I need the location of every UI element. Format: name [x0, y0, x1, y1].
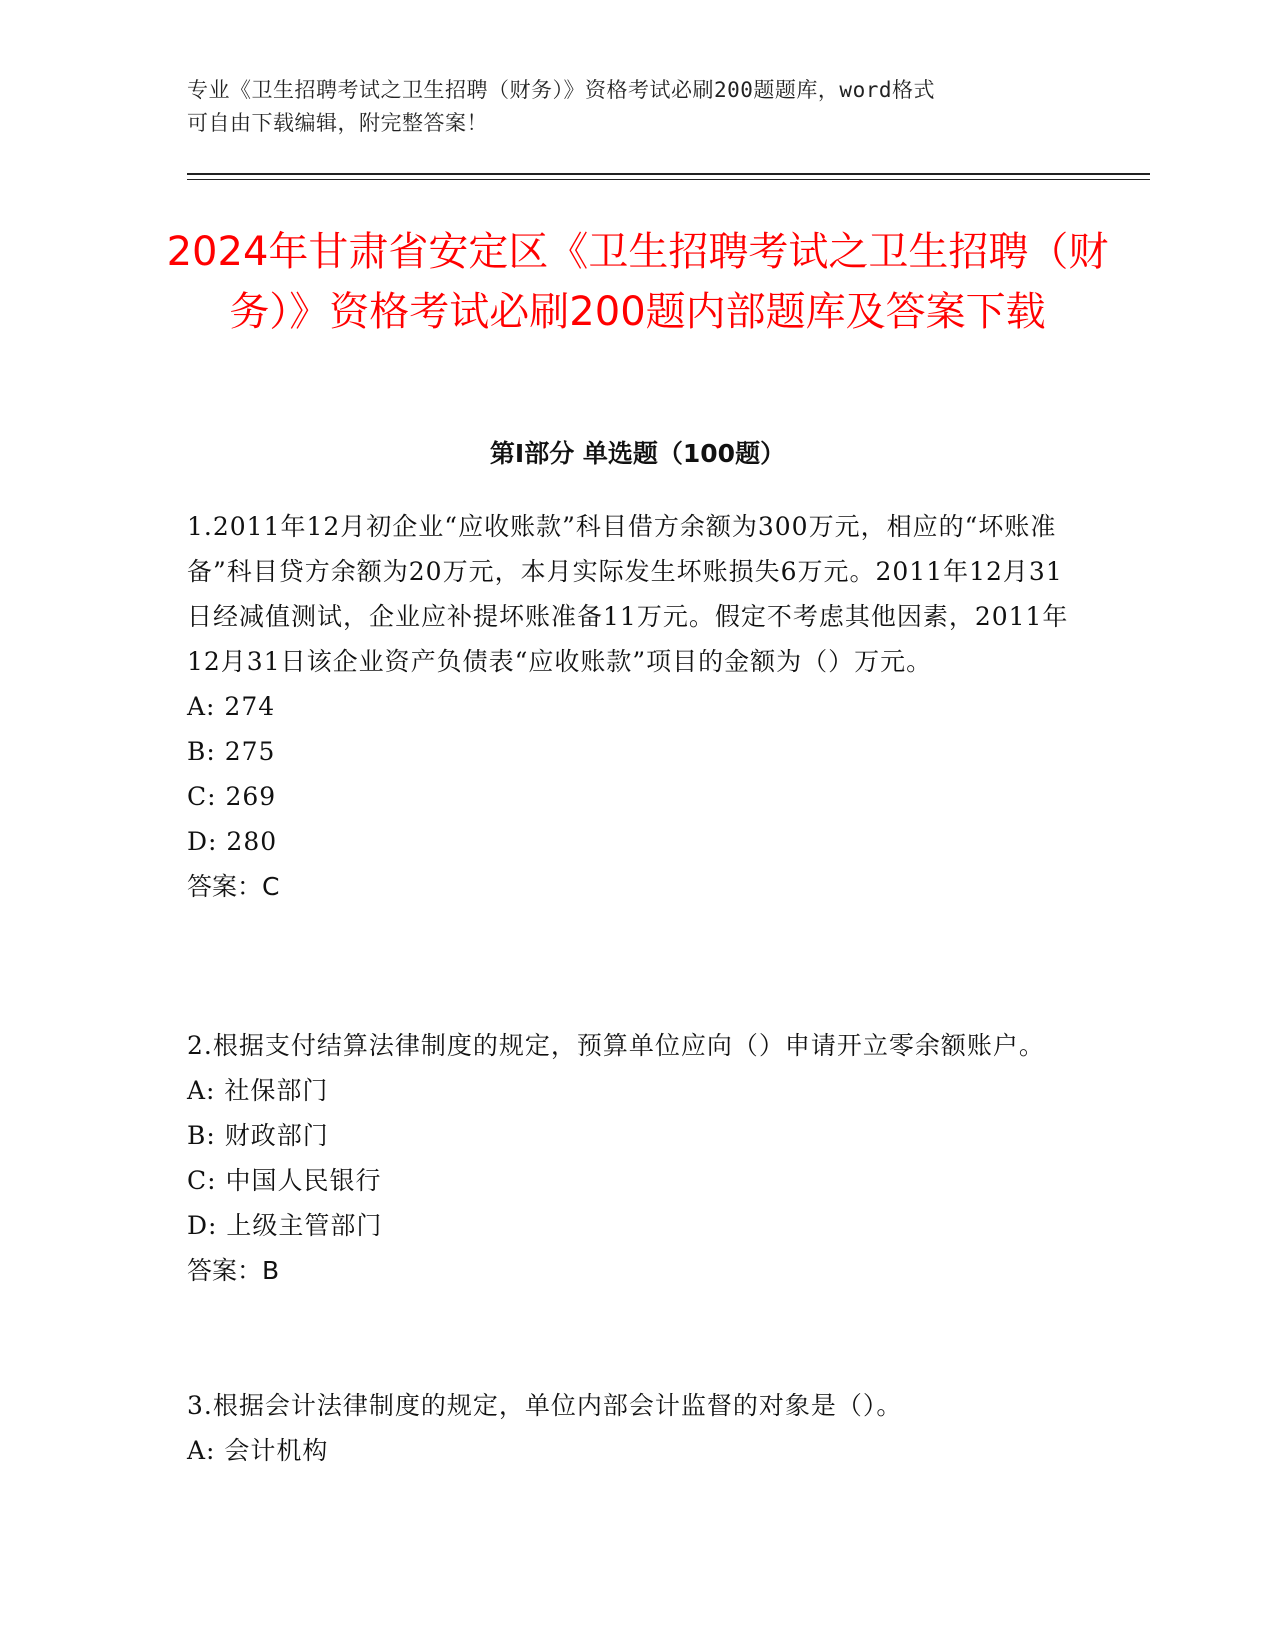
document-title: 2024年甘肃省安定区《卫生招聘考试之卫生招聘（财务）》资格考试必刷200题内部题库及答案下载 — [166, 229, 1109, 335]
header-divider-thin — [187, 179, 1150, 180]
header-divider-thick — [187, 173, 1150, 175]
option-b: B: 275 — [187, 737, 276, 766]
header-note — [187, 74, 1067, 140]
question-stem: 3.根据会计法律制度的规定，单位内部会计监督的对象是（）。 — [187, 1391, 903, 1420]
option-c: C: 269 — [187, 782, 277, 811]
section-title: 第Ⅰ部分 单选题（100题） — [489, 439, 786, 468]
option-b: B: 财政部门 — [187, 1121, 329, 1150]
question-stem: 1.2011年12月初企业“应收账款”科目借方余额为300万元，相应的“坏账准备”科目贷方余额为20万元，本月实际发生坏账损失6万元。2011年12月31日经减值测试，企业应补提坏账准备11万元。假定不考虑其他因素，2011年12月31日该企业资产负债表“应收账款”项目的金额为（）万元。 — [187, 512, 1069, 676]
option-a: A: 会计机构 — [187, 1436, 329, 1465]
question-3 — [187, 1383, 1087, 1473]
option-c: C: 中国人民银行 — [187, 1166, 382, 1195]
header-note-line-2: 可自由下载编辑，附完整答案！ — [187, 111, 488, 135]
option-d: D: 280 — [187, 827, 278, 856]
option-a: A: 社保部门 — [187, 1076, 329, 1105]
answer: 答案：C — [187, 872, 280, 901]
option-d: D: 上级主管部门 — [187, 1211, 383, 1240]
option-a: A: 274 — [187, 692, 276, 721]
answer: 答案：B — [187, 1256, 280, 1285]
header-note-line-1: 专业《卫生招聘考试之卫生招聘（财务）》资格考试必刷200题题库，word格式 — [187, 78, 935, 102]
question-stem: 2.根据支付结算法律制度的规定，预算单位应向（）申请开立零余额账户。 — [187, 1031, 1045, 1060]
question-1 — [187, 504, 1087, 909]
question-2 — [187, 1023, 1087, 1293]
